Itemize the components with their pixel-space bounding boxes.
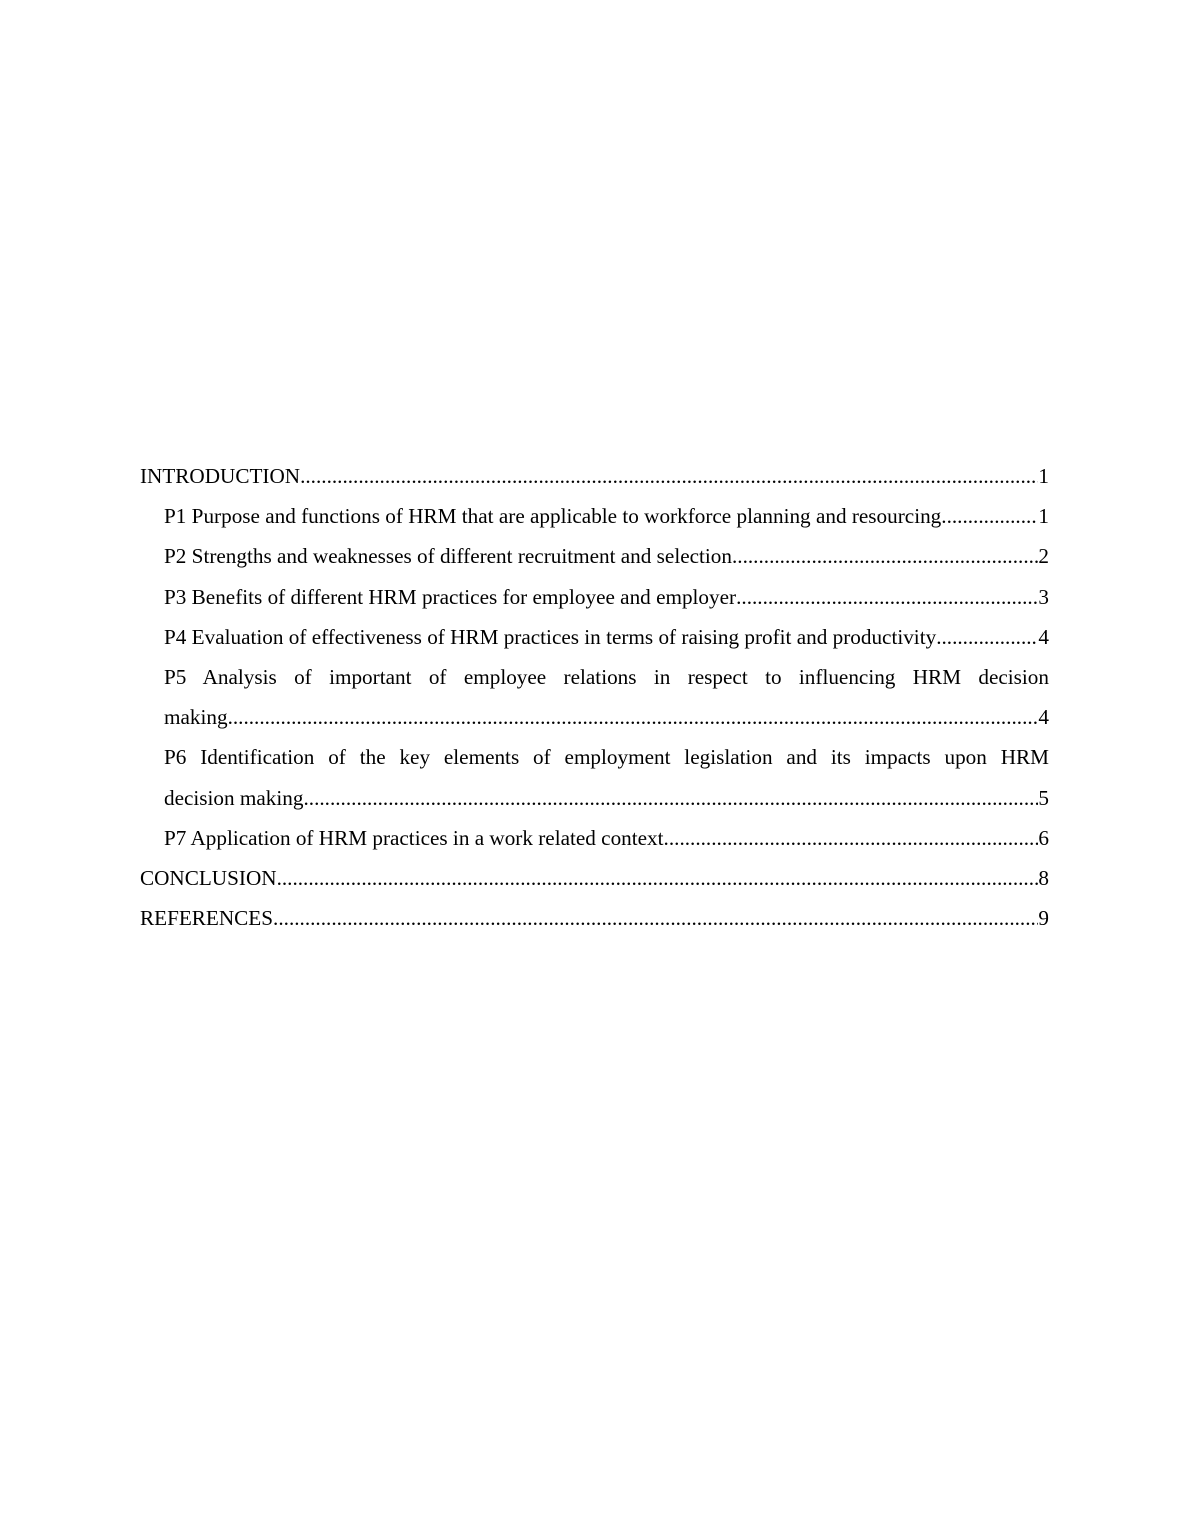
toc-entry-title: P7 Application of HRM practices in a work related context bbox=[164, 825, 664, 850]
toc-leader-dots bbox=[736, 577, 1038, 617]
toc-page-number: 5 bbox=[1038, 785, 1049, 810]
toc-entry-p1[interactable] bbox=[140, 496, 1049, 536]
toc-leader-dots bbox=[732, 536, 1038, 576]
toc-entry-introduction[interactable] bbox=[140, 456, 1049, 496]
toc-entry-title-line1: P5 Analysis of important of employee relations in respect to influencing HRM decision bbox=[164, 664, 1049, 689]
toc-page-number: 1 bbox=[1038, 504, 1049, 529]
toc-entry-p4[interactable] bbox=[140, 617, 1049, 657]
table-of-contents bbox=[140, 456, 1049, 938]
toc-entry-p7[interactable] bbox=[140, 818, 1049, 858]
toc-entry-title: P3 Benefits of different HRM practices for employee and employer bbox=[164, 584, 737, 609]
toc-entry-title: INTRODUCTION bbox=[140, 464, 301, 488]
toc-leader-dots bbox=[664, 818, 1039, 858]
toc-entry-title-line2: decision making bbox=[164, 785, 304, 810]
toc-entry-title: P4 Evaluation of effectiveness of HRM practices in terms of raising profit and productivity bbox=[164, 624, 937, 649]
toc-page-number: 3 bbox=[1038, 584, 1049, 609]
toc-entry-references[interactable] bbox=[140, 898, 1049, 938]
toc-entry-title-line2: making bbox=[164, 705, 228, 730]
toc-page-number: 4 bbox=[1038, 624, 1049, 649]
toc-leader-dots bbox=[303, 778, 1038, 818]
toc-entry-title-line1: P6 Identification of the key elements of employment legislation and its impacts upon HRM bbox=[164, 745, 1049, 770]
toc-leader-dots bbox=[273, 898, 1038, 938]
toc-entry-p5[interactable] bbox=[140, 657, 1049, 737]
toc-entry-p2[interactable] bbox=[140, 536, 1049, 576]
toc-page-number: 1 bbox=[1038, 464, 1049, 488]
toc-entry-title: CONCLUSION bbox=[140, 865, 277, 890]
toc-leader-dots bbox=[936, 617, 1038, 657]
toc-entry-title: REFERENCES bbox=[140, 906, 274, 931]
toc-entry-title: P1 Purpose and functions of HRM that are applicable to workforce planning and resourcing bbox=[164, 504, 942, 529]
toc-page-number: 9 bbox=[1038, 906, 1049, 931]
toc-leader-dots bbox=[228, 697, 1039, 737]
toc-entry-conclusion[interactable] bbox=[140, 858, 1049, 898]
toc-leader-dots bbox=[277, 858, 1039, 898]
toc-page-number: 2 bbox=[1038, 544, 1049, 569]
toc-page-number: 6 bbox=[1038, 825, 1049, 850]
toc-page-number: 4 bbox=[1038, 705, 1049, 730]
toc-page-number: 8 bbox=[1038, 865, 1049, 890]
toc-leader-dots bbox=[941, 496, 1038, 536]
toc-entry-p3[interactable] bbox=[140, 577, 1049, 617]
toc-leader-dots bbox=[300, 456, 1038, 496]
toc-entry-title: P2 Strengths and weaknesses of different recruitment and selection bbox=[164, 544, 732, 569]
toc-entry-p6[interactable] bbox=[140, 737, 1049, 817]
